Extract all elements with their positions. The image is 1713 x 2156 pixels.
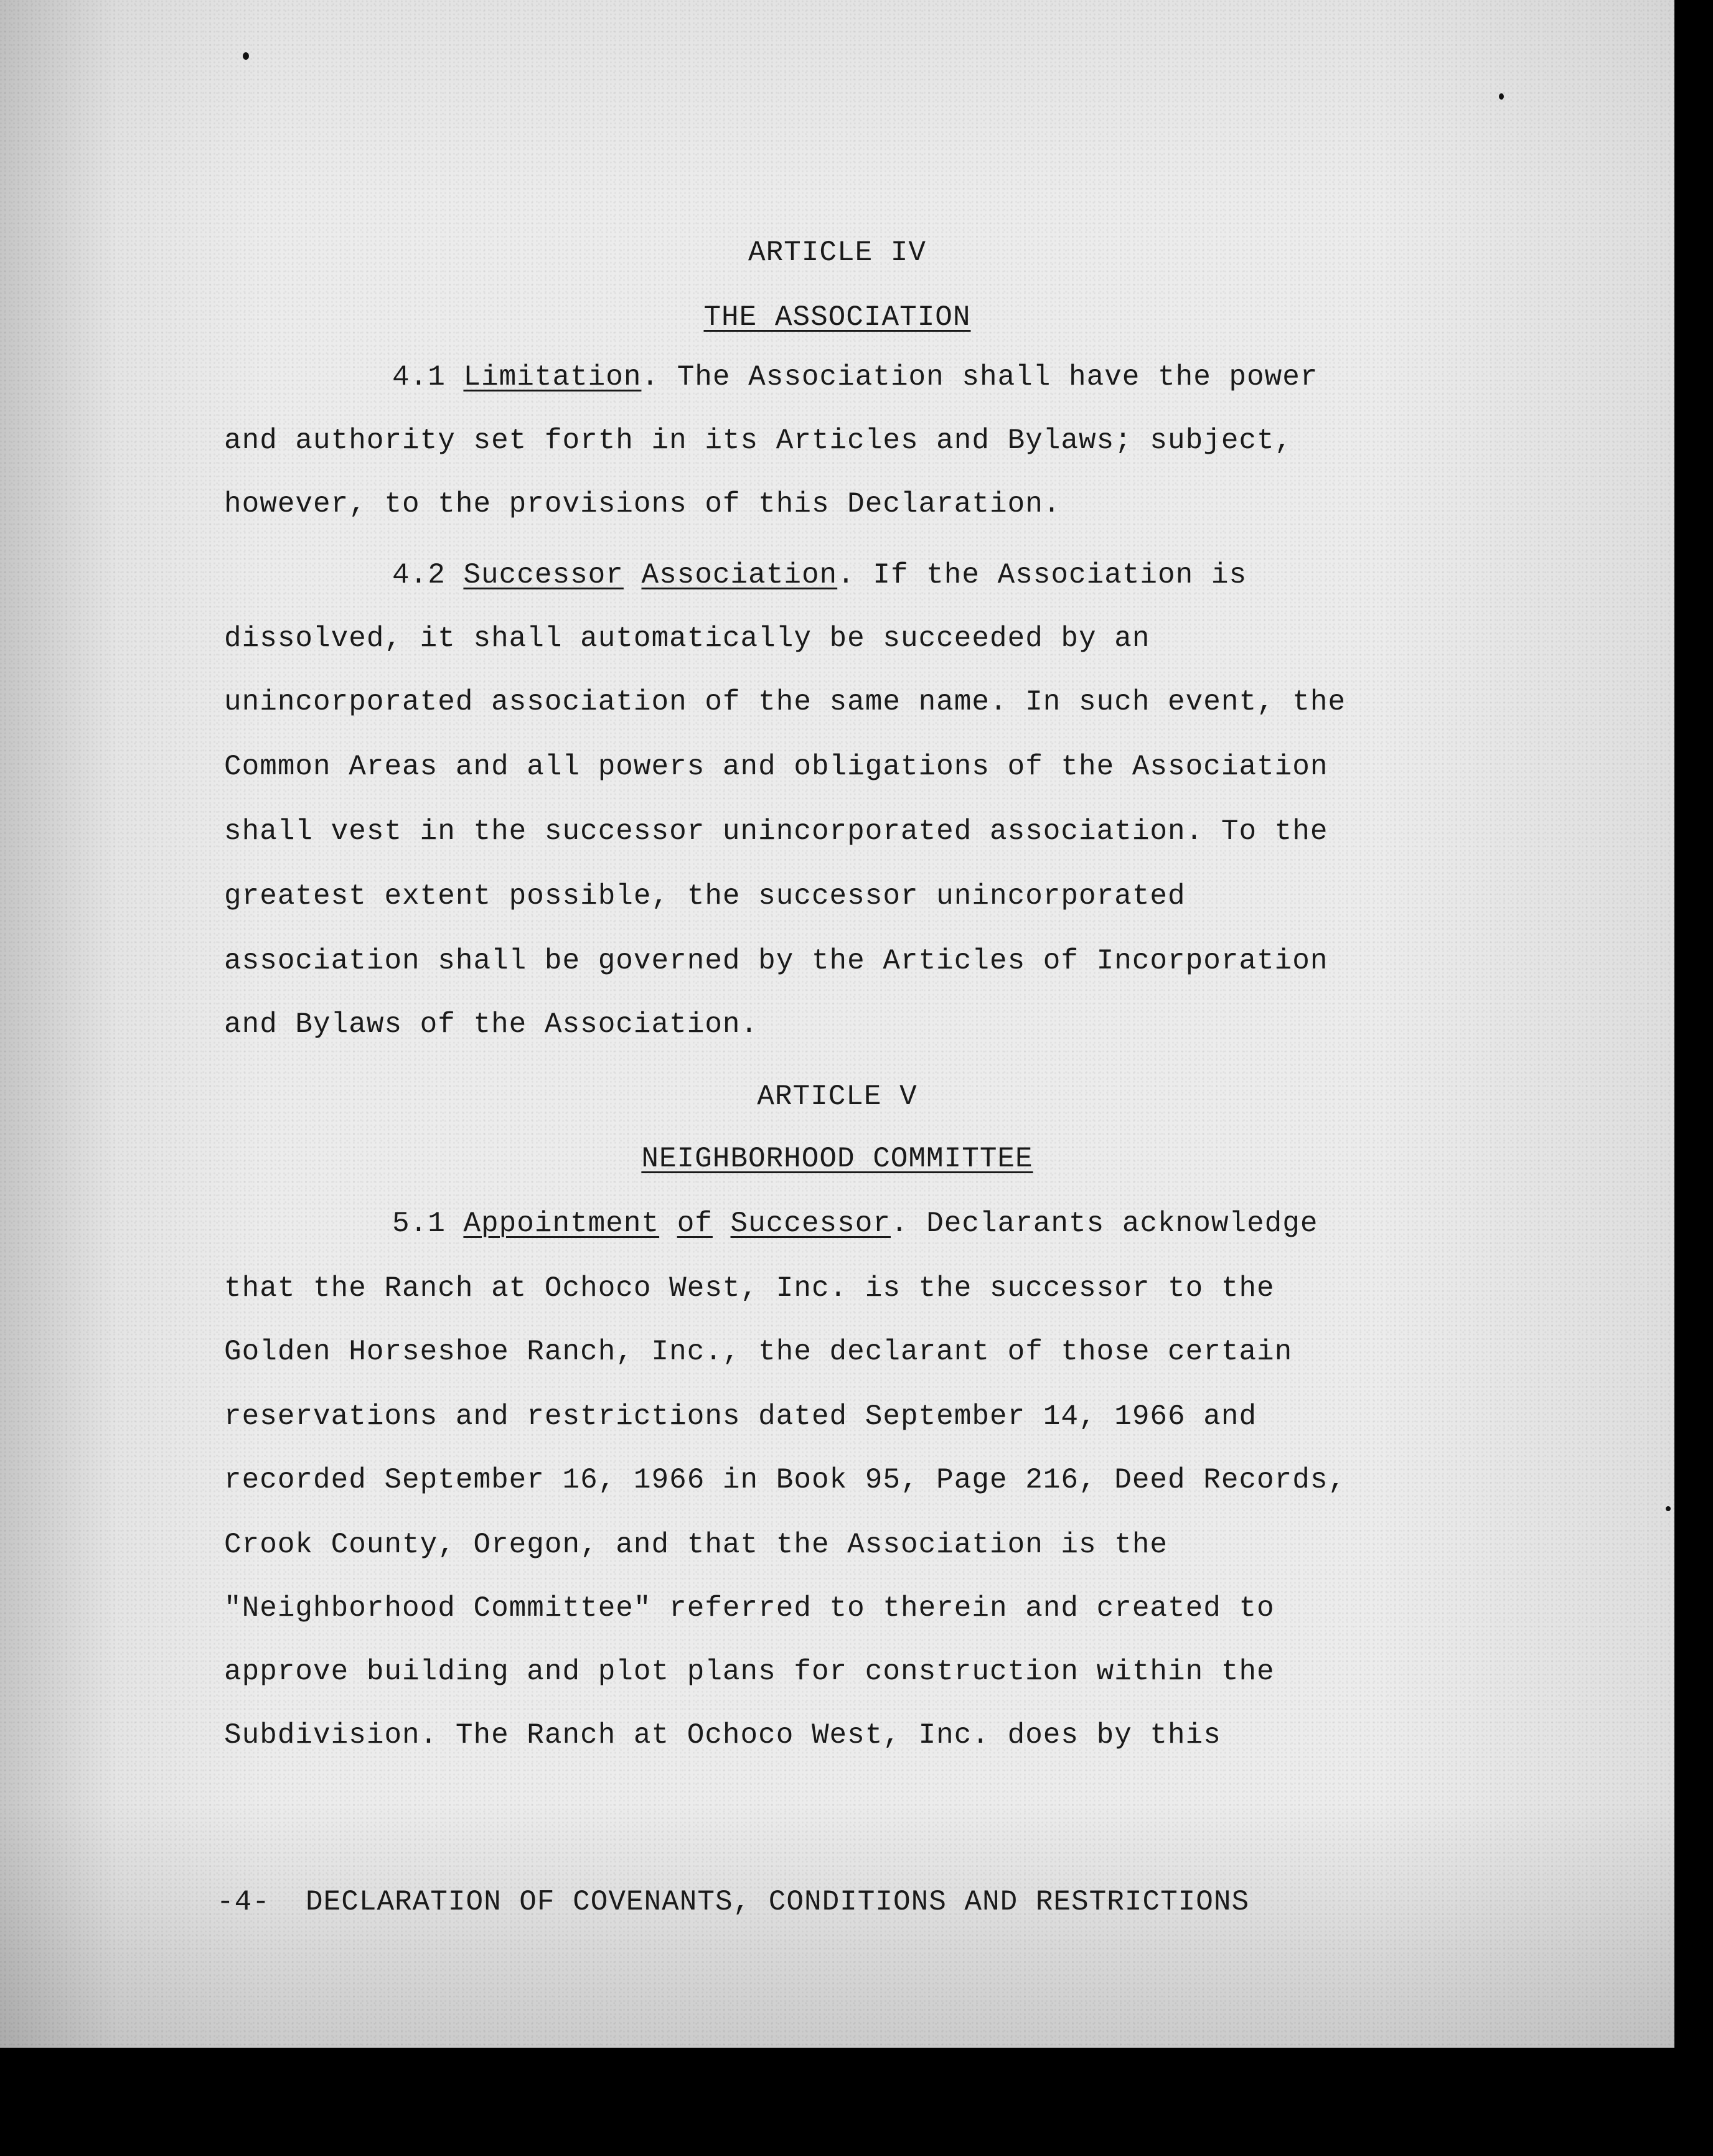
paragraph-line: Common Areas and all powers and obligations of the Association [224,751,1328,783]
scan-speck [1499,93,1504,100]
paragraph-line: that the Ranch at Ochoco West, Inc. is the successor to the [224,1272,1275,1305]
section-4-2-first-line [392,559,1247,591]
paragraph-line: association shall be governed by the Articles of Incorporation [224,945,1328,977]
paragraph-line: greatest extent possible, the successor unincorporated [224,880,1186,912]
article-iv-heading: ARTICLE IV [748,237,927,269]
scan-bottom-border [0,2048,1713,2156]
paragraph-line: approve building and plot plans for construction within the [224,1656,1275,1688]
paragraph-line: reservations and restrictions dated September 14, 1966 and [224,1400,1257,1433]
scan-right-border [1674,0,1713,2156]
section-title-part: Appointment [463,1207,660,1240]
section-5-1-first-line [392,1207,1318,1240]
article-v-title: NEIGHBORHOOD COMMITTEE [641,1143,1033,1175]
section-number: 4.1 [392,361,446,393]
paragraph-line: and Bylaws of the Association. [224,1008,759,1041]
paragraph-line: . If the Association is [837,559,1247,591]
paragraph-line: unincorporated association of the same name. In such event, the [224,686,1346,718]
paragraph-line: Crook County, Oregon, and that the Association is the [224,1529,1168,1561]
section-4-1-first-line [392,361,1318,393]
paragraph-line: . Declarants acknowledge [890,1207,1318,1240]
section-title-part: Successor [730,1207,891,1240]
paragraph-line: shall vest in the successor unincorporated association. To the [224,815,1328,848]
scan-speck [1666,1506,1671,1511]
scan-speck [243,52,249,60]
section-number: 4.2 [392,559,446,591]
paragraph-line: "Neighborhood Committee" referred to therein and created to [224,1592,1275,1624]
paragraph-line: and authority set forth in its Articles and Bylaws; subject, [224,424,1293,457]
section-title-part: of [677,1207,713,1240]
section-title: Limitation [463,361,642,393]
paragraph-line: recorded September 16, 1966 in Book 95, Page 216, Deed Records, [224,1464,1346,1496]
paragraph-line: Subdivision. The Ranch at Ochoco West, Inc. does by this [224,1719,1221,1751]
article-v-heading: ARTICLE V [757,1080,918,1113]
section-number: 5.1 [392,1207,446,1240]
document-title: DECLARATION OF COVENANTS, CONDITIONS AND RESTRICTIONS [306,1886,1250,1918]
paragraph-line: however, to the provisions of this Declaration. [224,488,1061,520]
paragraph-line: Golden Horseshoe Ranch, Inc., the declarant of those certain [224,1336,1293,1368]
section-title-part: Successor [463,559,624,591]
page-footer [217,1886,1249,1918]
article-iv-title: THE ASSOCIATION [703,301,971,334]
section-title-part: Association [641,559,838,591]
page-number: -4- [217,1886,270,1918]
paragraph-line: dissolved, it shall automatically be succeeded by an [224,622,1150,655]
paragraph-line: . The Association shall have the power [641,361,1318,393]
